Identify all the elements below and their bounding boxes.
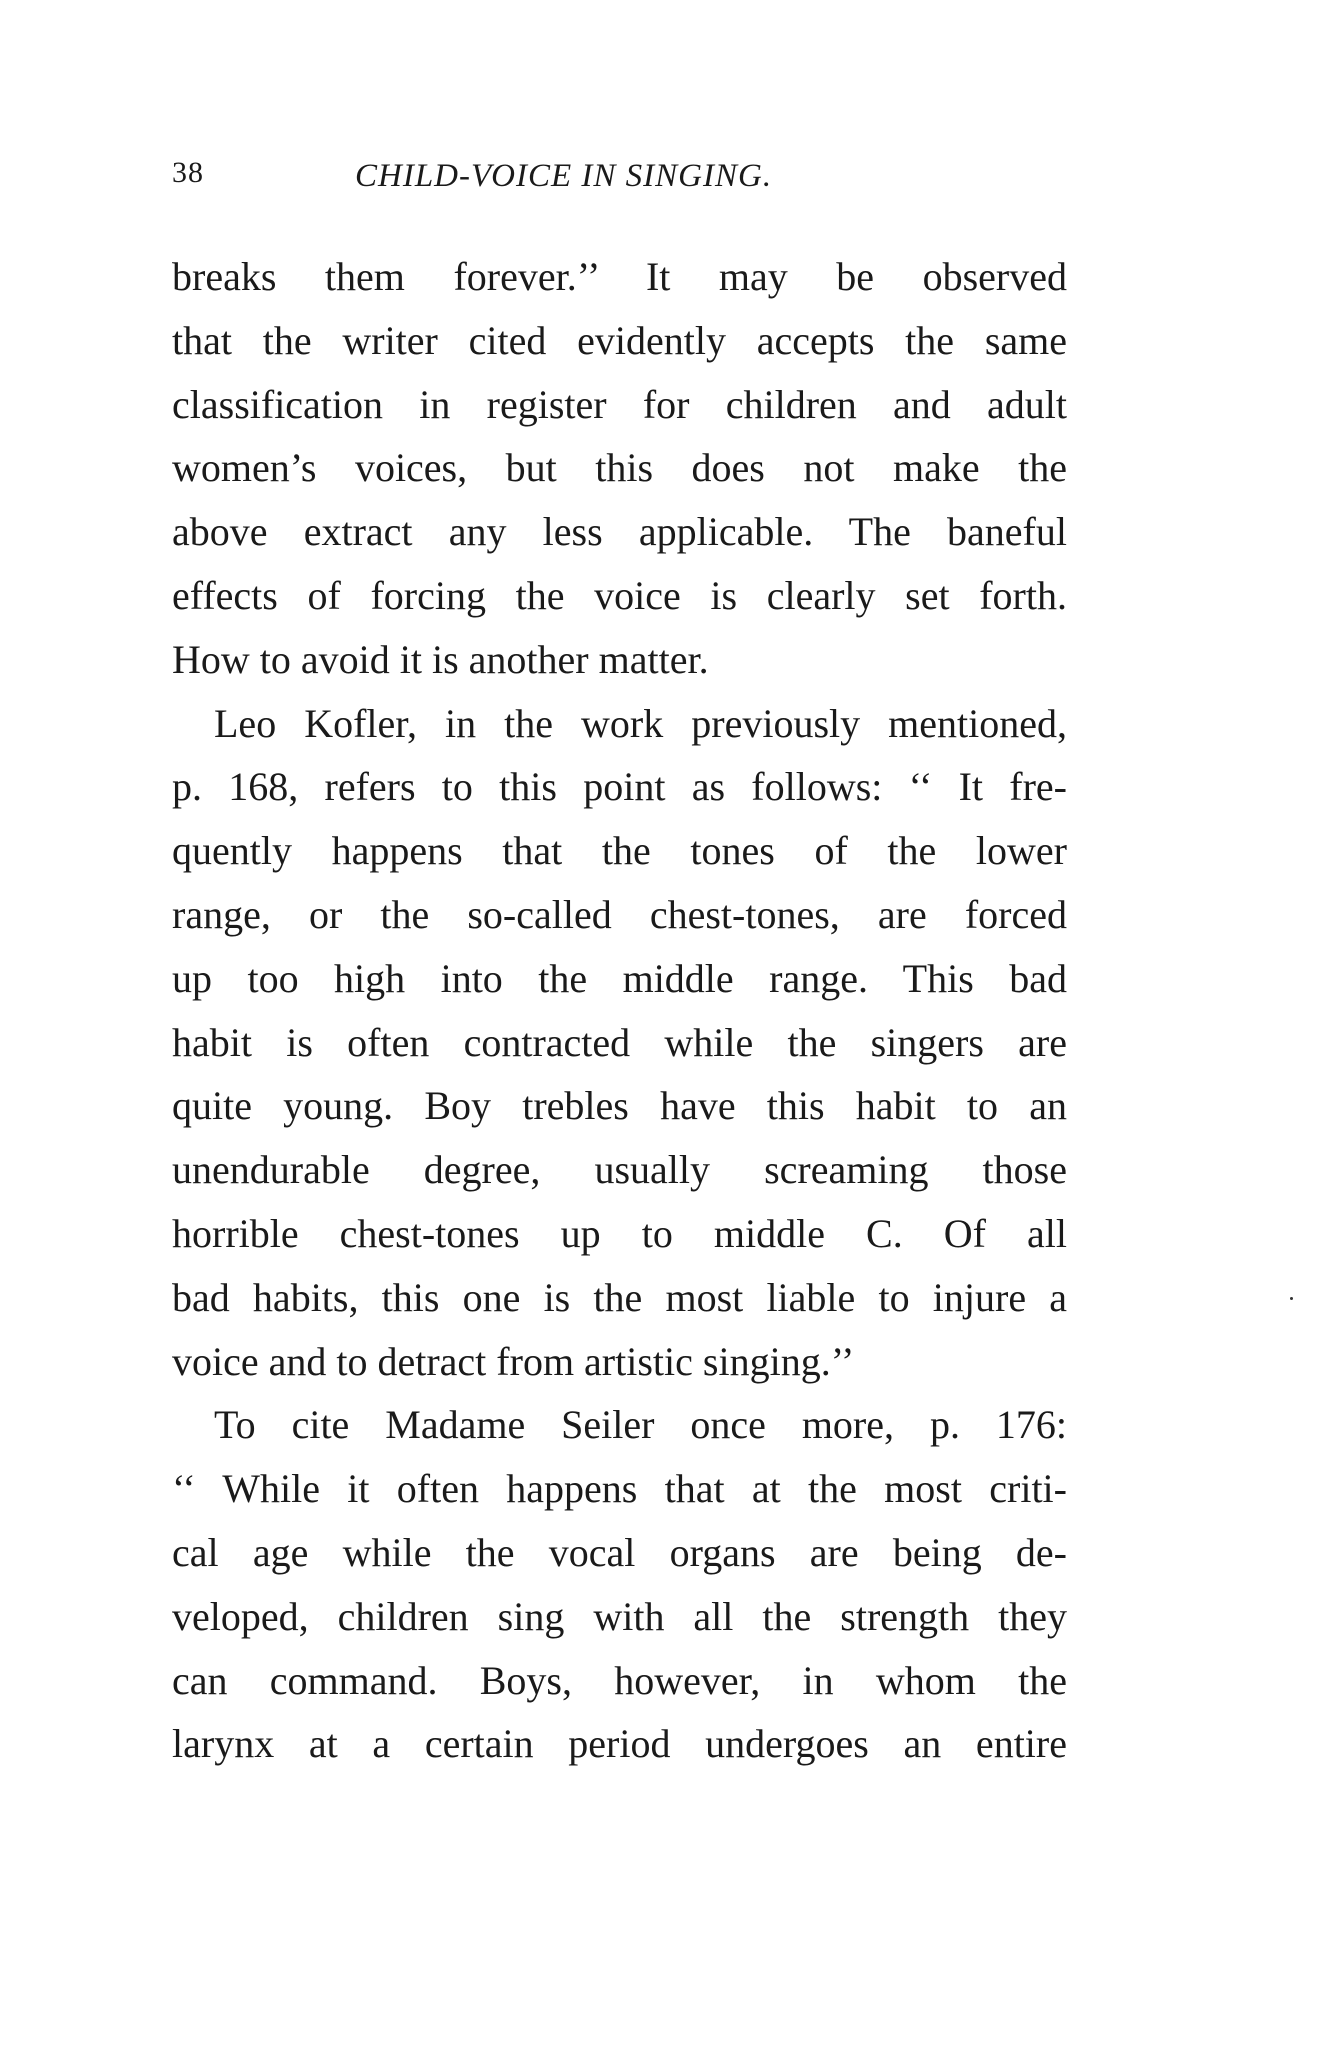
text-line: cal age while the vocal organs are being de- — [172, 1529, 1067, 1575]
text-line: ‘‘ While it often happens that at the most criti- — [172, 1466, 1067, 1512]
text-line: that the writer cited evidently accepts the same — [172, 317, 1067, 363]
text-line: classification in register for children and adult — [172, 381, 1067, 427]
paragraph-start: To cite Madame Seiler once more, p. 176: — [214, 1402, 1067, 1448]
text-line: unendurable degree, usually screaming those — [172, 1147, 1067, 1193]
text-line: veloped, children sing with all the strength they — [172, 1593, 1067, 1639]
text-line: up too high into the middle range. This bad — [172, 955, 1067, 1001]
paragraph-start: Leo Kofler, in the work previously mentioned, — [214, 700, 1067, 746]
text-line: How to avoid it is another matter. — [172, 636, 709, 682]
running-head — [172, 156, 1072, 206]
text-line: voice and to detract from artistic singing.’’ — [172, 1338, 855, 1384]
text-line: quite young. Boy trebles have this habit to an — [172, 1083, 1067, 1129]
page-number: 38 — [172, 156, 204, 189]
text-line: can command. Boys, however, in whom the — [172, 1657, 1067, 1703]
text-line: habit is often contracted while the singers are — [172, 1019, 1067, 1065]
body-text — [172, 245, 1067, 1776]
text-line: above extract any less applicable. The baneful — [172, 509, 1067, 555]
text-line: quently happens that the tones of the lower — [172, 828, 1067, 874]
text-line: effects of forcing the voice is clearly set forth. — [172, 572, 1067, 618]
running-title: CHILD-VOICE IN SINGING. — [355, 158, 773, 194]
text-line: range, or the so-called chest-tones, are forced — [172, 891, 1067, 937]
text-line: p. 168, refers to this point as follows: ‘‘ It fre- — [172, 764, 1067, 810]
print-speck — [1290, 1297, 1293, 1300]
text-line: larynx at a certain period undergoes an entire — [172, 1721, 1067, 1767]
text-line: breaks them forever.’’ It may be observed — [172, 254, 1067, 299]
text-line: women’s voices, but this does not make the — [172, 445, 1067, 491]
text-line: bad habits, this one is the most liable to injure a — [172, 1274, 1067, 1320]
text-line: horrible chest-tones up to middle C. Of all — [172, 1210, 1067, 1256]
